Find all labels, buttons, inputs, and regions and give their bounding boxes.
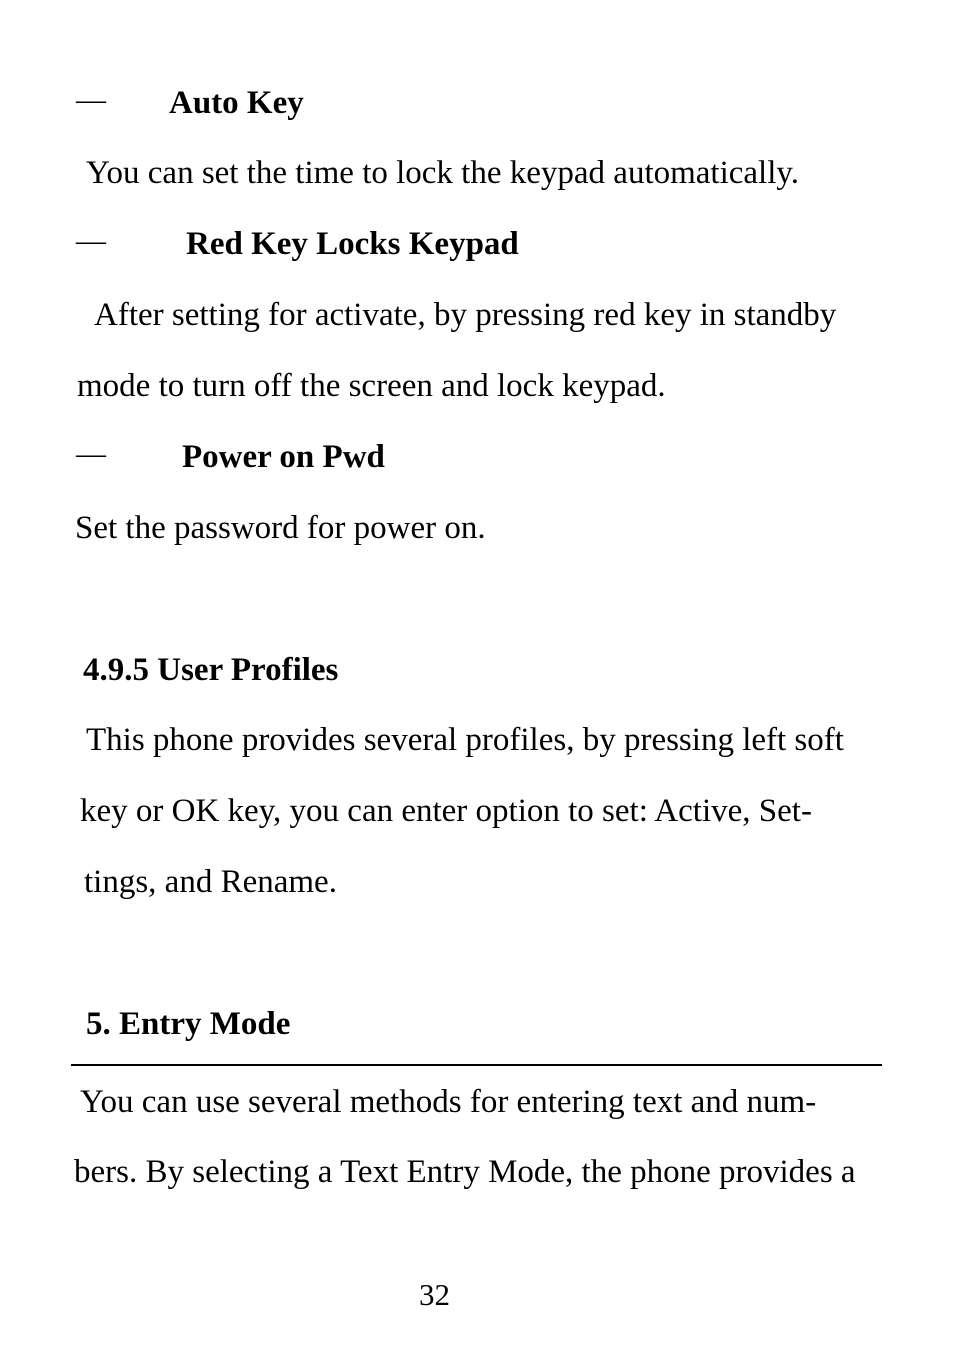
red-key-heading: Red Key Locks Keypad — [186, 226, 519, 262]
bullet-dash: — — [76, 437, 106, 470]
power-on-pwd-description: Set the password for power on. — [75, 510, 486, 546]
user-profiles-description-line: key or OK key, you can enter option to set: Active, Set- — [80, 793, 812, 829]
red-key-description-line: After setting for activate, by pressing red key in standby — [94, 297, 837, 333]
entry-mode-heading: 5. Entry Mode — [86, 1006, 291, 1042]
user-profiles-heading: 4.9.5 User Profiles — [83, 652, 339, 688]
bullet-dash: — — [76, 83, 106, 116]
red-key-description-line: mode to turn off the screen and lock keypad. — [77, 368, 666, 404]
page-number: 32 — [419, 1277, 450, 1312]
user-profiles-description-line: tings, and Rename. — [84, 864, 337, 900]
section-divider — [71, 1064, 882, 1066]
power-on-pwd-heading: Power on Pwd — [182, 439, 385, 475]
user-profiles-description-line: This phone provides several profiles, by pressing left soft — [86, 722, 844, 758]
bullet-dash: — — [76, 224, 106, 257]
entry-mode-description-line: bers. By selecting a Text Entry Mode, the phone provides a — [74, 1154, 856, 1190]
auto-key-description: You can set the time to lock the keypad automatically. — [86, 155, 799, 191]
entry-mode-description-line: You can use several methods for entering text and num- — [80, 1084, 817, 1120]
auto-key-heading: Auto Key — [169, 85, 304, 121]
